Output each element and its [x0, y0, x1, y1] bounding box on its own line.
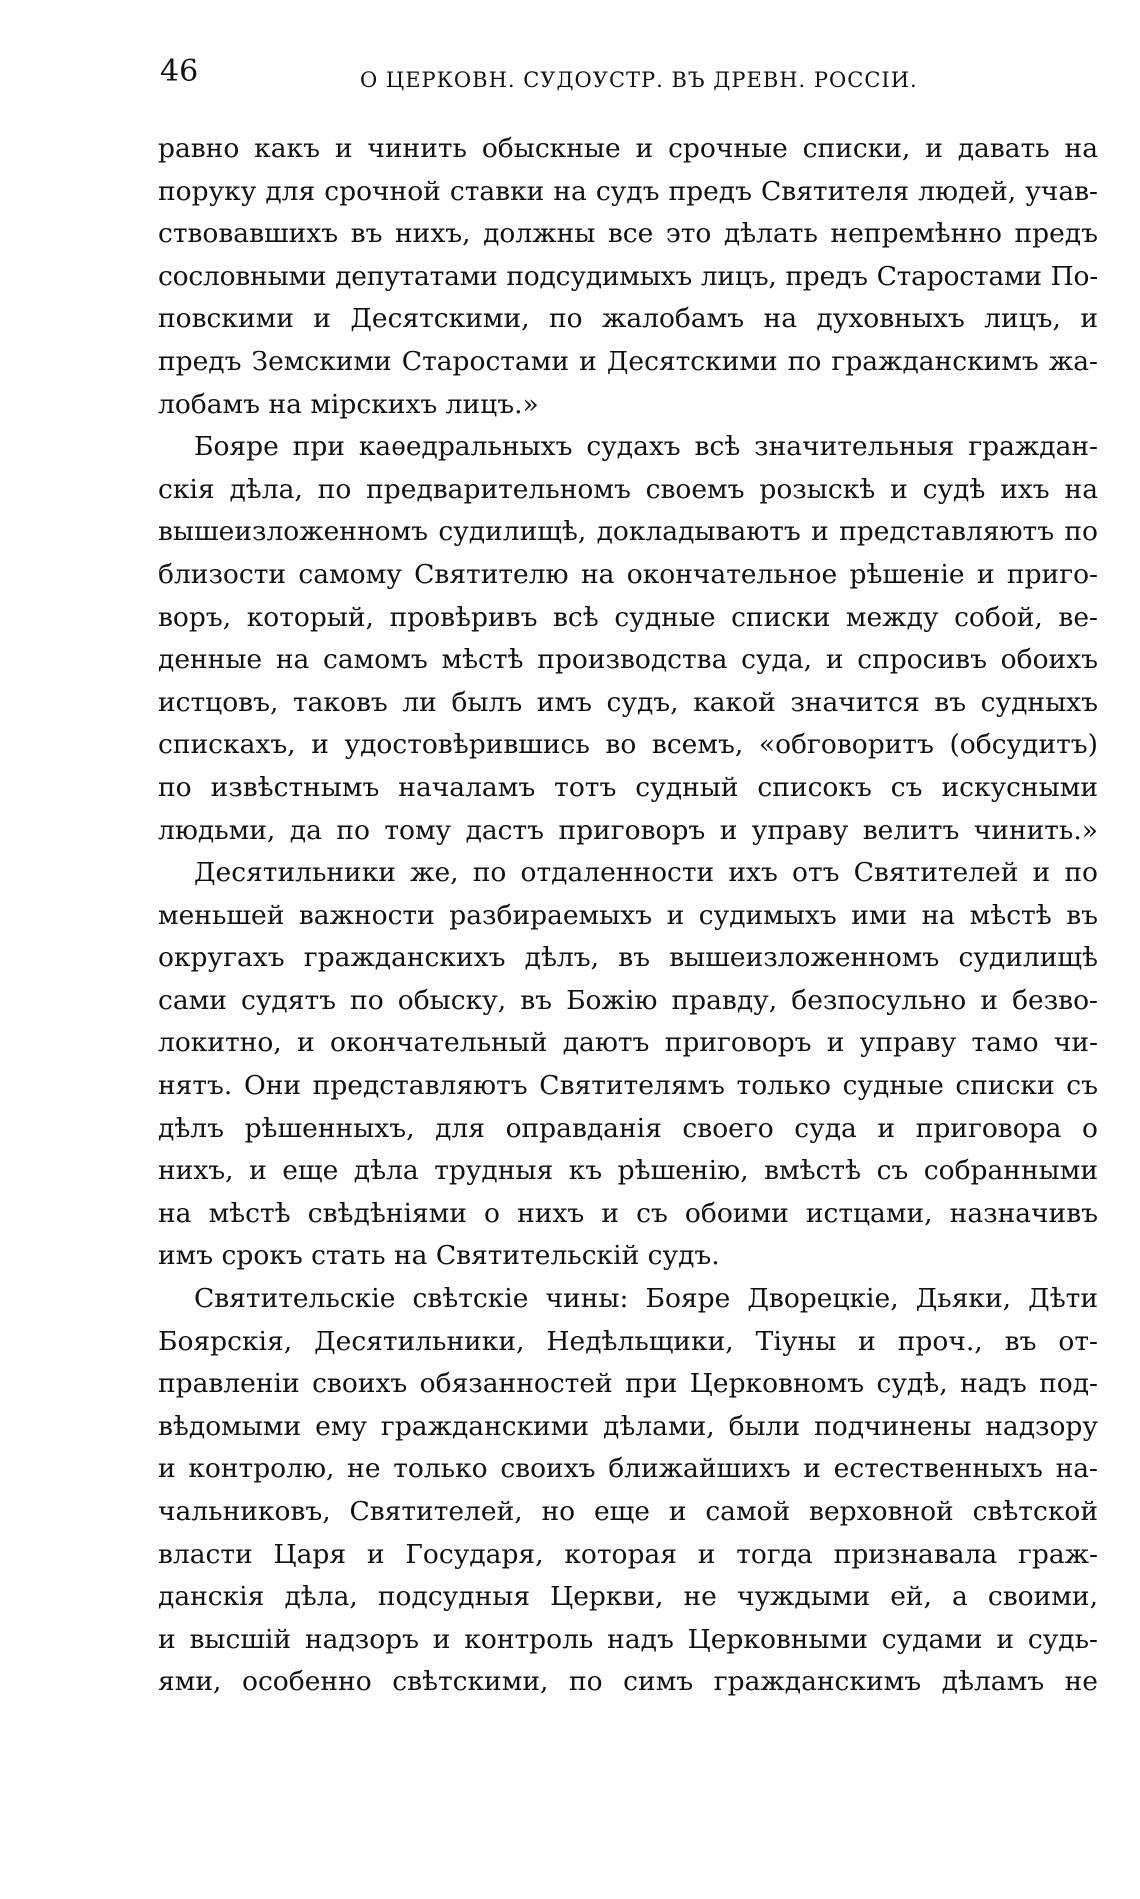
text-line: дѣлъ рѣшенныхъ, для оправданія своего суда и приговора о [158, 1112, 1098, 1144]
text-line: воръ, который, провѣривъ всѣ судные списки между собой, ве- [158, 601, 1098, 633]
text-line: людьми, да по тому дастъ приговоръ и управу велитъ чинить.» [158, 814, 1098, 846]
text-line: повскими и Десятскими, по жалобамъ на духовныхъ лицъ, и [158, 303, 1098, 335]
text-line: истцовъ, таковъ ли былъ имъ судъ, какой значится въ судныхъ [158, 686, 1098, 718]
text-line: власти Царя и Государя, которая и тогда признавала граж- [158, 1538, 1098, 1570]
text-line: по извѣстнымъ началамъ тотъ судный списокъ съ искусными [158, 771, 1098, 803]
paragraph-first-line: Бояре при каѳедральныхъ судахъ всѣ значительныя граждан- [194, 431, 1098, 463]
page-number: 46 [160, 54, 199, 89]
text-line: равно какъ и чинить обыскные и срочные списки, и давать на [158, 133, 1098, 164]
text-line: вышеизложенномъ судилищѣ, докладываютъ и представляютъ по [158, 516, 1098, 548]
text-line: вѣдомыми ему гражданскими дѣлами, были подчинены надзору [158, 1410, 1098, 1442]
text-line: на мѣстѣ свѣдѣніями о нихъ и съ обоими истцами, назначивъ [158, 1197, 1098, 1229]
text-line: и контролю, не только своихъ ближайшихъ и естественныхъ на- [158, 1453, 1098, 1485]
text-line: правленіи своихъ обязанностей при Церковномъ судѣ, надъ под- [158, 1368, 1098, 1400]
text-line: локитно, и окончательный даютъ приговоръ и управу тамо чи- [158, 1027, 1098, 1059]
text-line: нятъ. Они представляютъ Святителямъ только судные списки съ [158, 1070, 1098, 1102]
text-line: поруку для срочной ставки на судъ предъ Святителя людей, учав- [158, 175, 1098, 207]
text-line: сословными депутатами подсудимыхъ лицъ, предъ Старостами По- [158, 260, 1098, 292]
text-line: имъ срокъ стать на Святительскій судъ. [158, 1240, 720, 1272]
text-line: округахъ гражданскихъ дѣлъ, въ вышеизложенномъ судилищѣ [158, 942, 1098, 974]
text-line: нихъ, и еще дѣла трудныя къ рѣшенію, вмѣстѣ съ собранными [158, 1155, 1098, 1187]
text-line: сами судятъ по обыску, въ Божію правду, безпосульно и безво- [158, 984, 1098, 1016]
page-header [160, 52, 1100, 102]
text-line: ствовавшихъ въ нихъ, должны все это дѣлать непремѣнно предъ [158, 218, 1098, 250]
text-line: меньшей важности разбираемыхъ и судимыхъ ими на мѣстѣ въ [158, 899, 1098, 931]
body-text [158, 128, 1098, 1704]
text-line: скія дѣла, по предварительномъ своемъ розыскѣ и судѣ ихъ на [158, 473, 1098, 505]
text-line: близости самому Святителю на окончательное рѣшеніе и приго- [158, 558, 1098, 590]
text-line: ями, особенно свѣтскими, по симъ гражданскимъ дѣламъ не [158, 1666, 1098, 1698]
paragraph-first-line: Святительскіе свѣтскіе чины: Бояре Дворецкіе, Дьяки, Дѣти [194, 1283, 1098, 1315]
text-line: спискахъ, и удостовѣрившись во всемъ, «обговоритъ (обсудитъ) [158, 729, 1098, 761]
running-title: О ЦЕРКОВН. СУДОУСТР. ВЪ ДРЕВН. РОССІИ. [360, 68, 918, 92]
text-line: лобамъ на мірскихъ лицъ.» [158, 388, 539, 420]
text-line: предъ Земскими Старостами и Десятскими по гражданскимъ жа- [158, 345, 1098, 377]
text-line: и высшій надзоръ и контроль надъ Церковными судами и судь- [158, 1623, 1098, 1655]
text-line: Боярскія, Десятильники, Недѣльщики, Тіуны и проч., въ от- [158, 1325, 1098, 1357]
paragraph-first-line: Десятильники же, по отдаленности ихъ отъ Святителей и по [194, 857, 1098, 889]
text-line: денные на самомъ мѣстѣ производства суда, и спросивъ обоихъ [158, 644, 1098, 676]
text-line: чальниковъ, Святителей, но еще и самой верховной свѣтской [158, 1496, 1098, 1527]
text-line: данскія дѣла, подсудныя Церкви, не чуждыми ей, а своими, [158, 1581, 1098, 1613]
